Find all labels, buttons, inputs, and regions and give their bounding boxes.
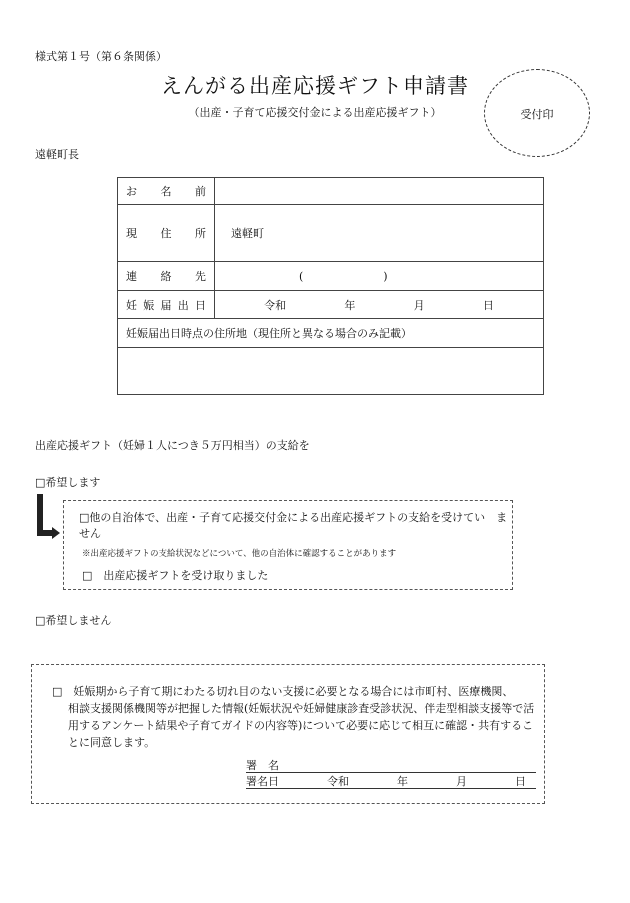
consent-text[interactable]: [52, 683, 542, 751]
signature-field[interactable]: [246, 757, 536, 773]
address-label: 現 住 所: [118, 205, 215, 262]
consent-box: [31, 664, 545, 804]
signature-label: 署 名: [246, 759, 279, 772]
option-no-wish-checkbox[interactable]: □希望しません: [35, 614, 112, 627]
page-title: えんがる出産応援ギフト申請書: [161, 74, 469, 98]
sub-options-box: [63, 500, 513, 590]
contact-paren-open: (: [299, 269, 304, 283]
addressee: 遠軽町長: [35, 148, 79, 161]
signature-date-label: 署名日: [246, 775, 279, 788]
option-wish-checkbox[interactable]: □希望します: [35, 476, 101, 489]
address-value: 遠軽町: [231, 227, 264, 240]
sig-day: 日: [515, 775, 526, 788]
contact-field[interactable]: [215, 262, 544, 291]
signature-date-field[interactable]: [246, 773, 536, 789]
arrow-indicator-head: [52, 527, 60, 539]
contact-paren-close: ): [383, 269, 388, 283]
page-subtitle: （出産・子育て応援交付金による出産応援ギフト）: [188, 106, 442, 119]
stamp-label: 受付印: [520, 108, 554, 121]
contact-label: 連 絡 先: [118, 262, 215, 291]
name-label: お 名 前: [118, 178, 215, 205]
applicant-info-table: [117, 177, 544, 395]
reception-stamp-area: [484, 69, 590, 157]
date-year: 年: [344, 298, 356, 312]
confirmation-note: ※出産応援ギフトの支給状況などについて、他の自治体に確認することがあります: [82, 549, 397, 559]
sig-month: 月: [456, 775, 467, 788]
address-field[interactable]: [215, 205, 544, 262]
form-number-label: 様式第１号（第６条関係）: [35, 50, 167, 63]
pregnancy-date-label: 妊 娠 届 出 日: [118, 291, 215, 319]
gift-section-heading: 出産応援ギフト（妊婦１人につき５万円相当）の支給を: [35, 439, 310, 452]
date-day: 日: [482, 298, 494, 312]
sig-era: 令和: [327, 775, 349, 788]
date-era: 令和: [264, 298, 287, 312]
pregnancy-address-label: 妊娠届出日時点の住所地（現住所と異なる場合のみ記載）: [118, 319, 544, 348]
other-municipality-checkbox[interactable]: □他の自治体で、出産・子育て応援交付金による出産応援ギフトの支給を受けてい ません: [79, 511, 508, 540]
sig-year: 年: [397, 775, 408, 788]
gift-received-checkbox[interactable]: □ 出産応援ギフトを受け取りました: [82, 569, 269, 582]
arrow-indicator: [37, 494, 43, 534]
pregnancy-date-field[interactable]: [215, 291, 544, 319]
name-field[interactable]: [215, 178, 544, 205]
consent-checkbox-line[interactable]: □ 妊娠期から子育て期にわたる切れ目のない支援に必要となる場合には市町村、医療機関、: [52, 685, 514, 698]
arrow-indicator-stem: [37, 530, 53, 536]
pregnancy-address-field[interactable]: [118, 348, 544, 395]
date-month: 月: [413, 298, 425, 312]
consent-body: 相談支援関係機関等が把握した情報(妊娠状況や妊婦健康診査受診状況、伴走型相談支援等で活用するアンケート結果や子育てガイドの内容等)について必要に応じて相互に確認・共有することに同意します。: [68, 702, 535, 749]
